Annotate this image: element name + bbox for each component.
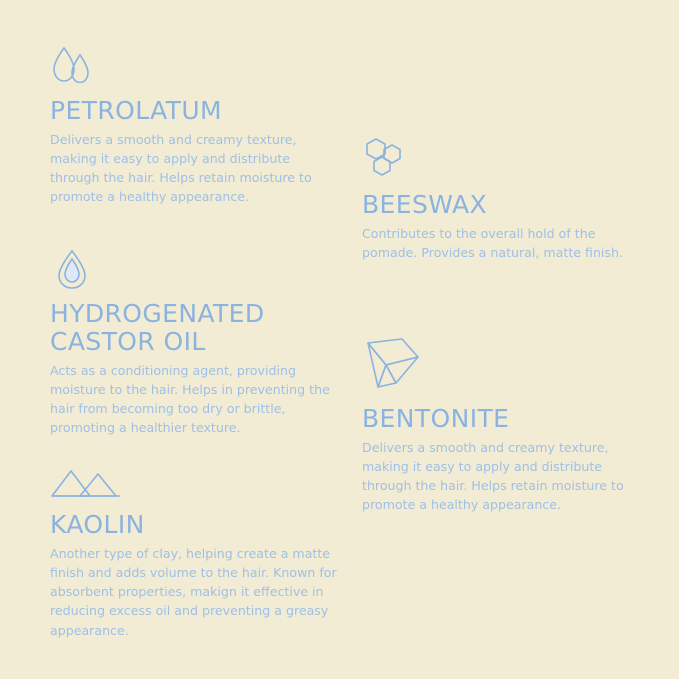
- ingredient-title: BENTONITE: [362, 404, 510, 433]
- ingredient-description: Delivers a smooth and creamy texture, making it easy to apply and distribute through the hair. Helps retain moisture to promote a healthy appearance.: [50, 132, 312, 205]
- ingredient-title: BEESWAX: [362, 190, 487, 219]
- ingredient-card-bentonite: [362, 335, 652, 515]
- ingredient-title: KAOLIN: [50, 510, 145, 539]
- mountains-icon: [50, 465, 350, 505]
- ingredient-title: HYDROGENATED CASTOR OIL: [50, 299, 265, 356]
- ingredient-description: Contributes to the overall hold of the pomade. Provides a natural, matte finish.: [362, 226, 623, 261]
- ingredient-card-beeswax: [362, 135, 652, 262]
- ingredient-description: Another type of clay, helping create a matte finish and adds volume to the hair. Known for absorbent properties, makign it effective in reducing excess oil and preventing a greasy appearance.: [50, 546, 337, 638]
- droplet-icon: [50, 248, 340, 294]
- honeycomb-icon: [362, 135, 652, 185]
- ingredient-description: Delivers a smooth and creamy texture, making it easy to apply and distribute through the hair. Helps retain moisture to promote a healthy appearance.: [362, 440, 624, 513]
- ingredient-title: PETROLATUM: [50, 96, 222, 125]
- ingredient-card-hydrogenated-castor-oil: [50, 248, 340, 438]
- ingredient-description: Acts as a conditioning agent, providing moisture to the hair. Helps in preventing the hair from becoming too dry or brittle, promoting a healthier texture.: [50, 363, 330, 436]
- ingredient-card-petrolatum: [50, 45, 340, 207]
- crystal-icon: [362, 335, 652, 399]
- ingredient-card-kaolin: [50, 465, 350, 640]
- droplets-icon: [50, 45, 340, 91]
